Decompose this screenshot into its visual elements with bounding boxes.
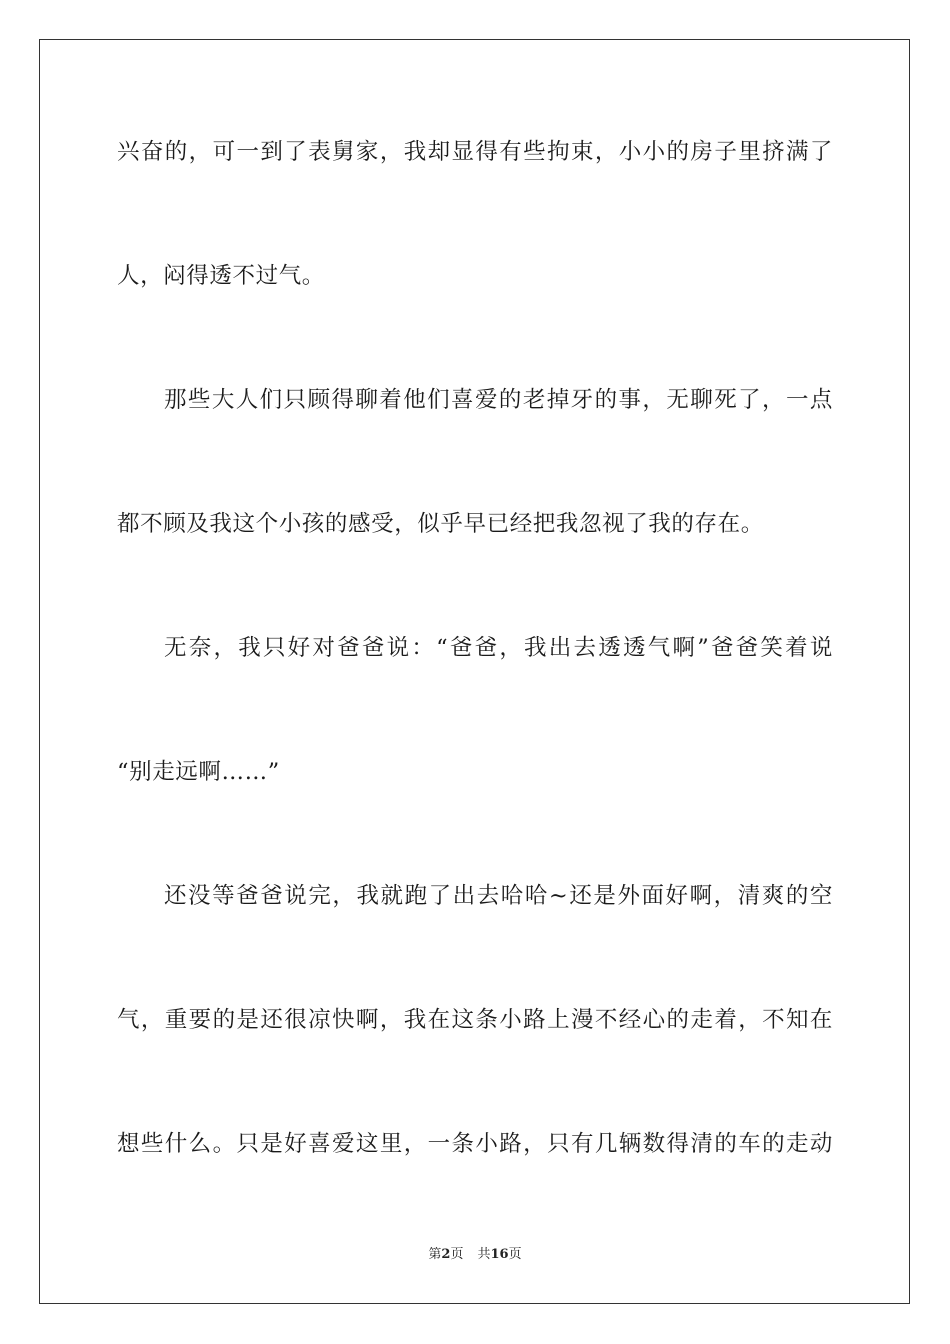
text-line-5: 无奈，我只好对爸爸说：“爸爸，我出去透透气啊”爸爸笑着说 [164, 635, 833, 661]
text-line-9: 想些什么。只是好喜爱这里，一条小路，只有几辆数得清的车的走动 [117, 1131, 833, 1157]
page-label-suffix: 页 [450, 1247, 464, 1262]
total-pages: 16 [490, 1247, 509, 1262]
text-line-2: 人，闷得透不过气。 [117, 263, 325, 289]
text-line-8: 气，重要的是还很凉快啊，我在这条小路上漫不经心的走着，不知在 [117, 1007, 833, 1033]
text-line-1: 兴奋的，可一到了表舅家，我却显得有些拘束，小小的房子里挤满了 [117, 139, 833, 165]
total-label-prefix: 共 [477, 1247, 491, 1262]
text-line-3: 那些大人们只顾得聊着他们喜爱的老掉牙的事，无聊死了，一点 [164, 387, 833, 413]
page-border [39, 39, 910, 1304]
text-line-7: 还没等爸爸说完，我就跑了出去哈哈~还是外面好啊，清爽的空 [164, 883, 833, 909]
page-label-prefix: 第 [428, 1247, 442, 1262]
page-number: 2 [441, 1247, 451, 1262]
total-label-suffix: 页 [508, 1247, 522, 1262]
text-line-6: “别走远啊……” [117, 759, 280, 785]
page-footer [0, 1246, 950, 1264]
text-line-4: 都不顾及我这个小孩的感受，似乎早已经把我忽视了我的存在。 [117, 511, 764, 537]
